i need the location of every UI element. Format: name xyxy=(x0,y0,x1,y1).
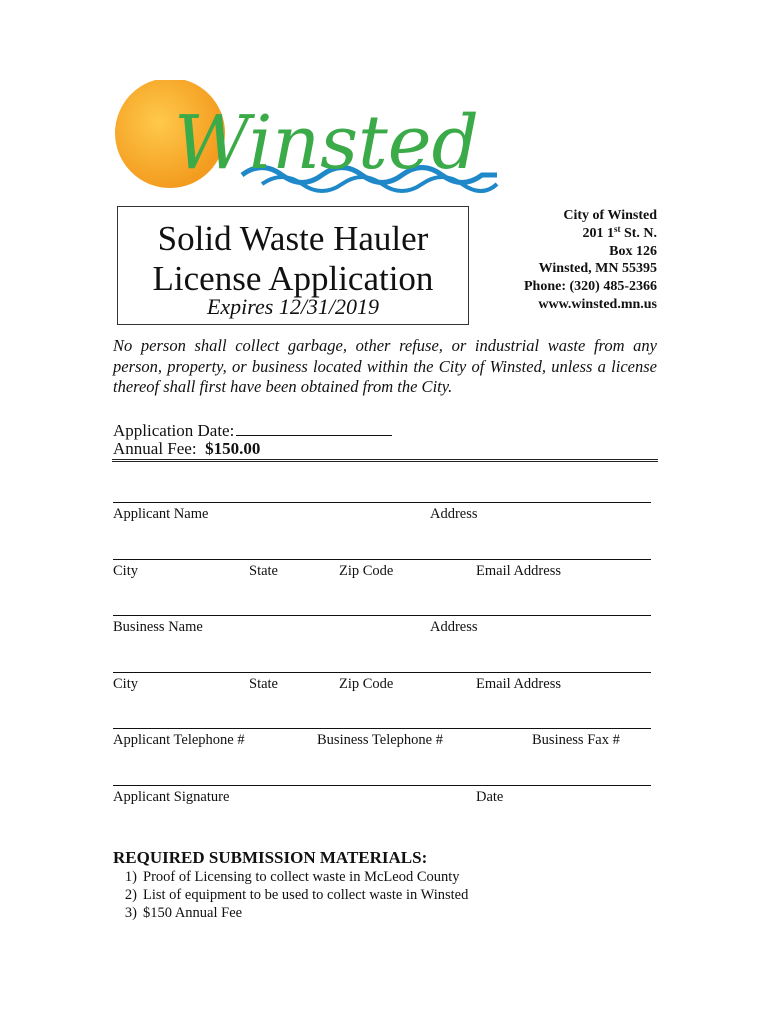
city-state-zip: Winsted, MN 55395 xyxy=(538,261,657,277)
city-name: City of Winsted xyxy=(563,208,657,223)
list-item: 2) List of equipment to be used to collect waste in Winsted xyxy=(124,886,469,903)
po-box: Box 126 xyxy=(609,243,657,259)
license-notice: No person shall collect garbage, other refuse, or industrial waste from any person, property, or business located within the City of Winsted, unless a license thereof shall first have been obtained from the City. xyxy=(113,336,657,397)
applicant-signature-label: Applicant Signature xyxy=(113,789,230,805)
telephone-line[interactable] xyxy=(113,728,651,729)
annual-fee-row xyxy=(113,439,260,459)
section-divider xyxy=(112,459,658,462)
business-name-line[interactable] xyxy=(113,615,651,616)
application-date-row xyxy=(113,419,392,441)
business-city-line[interactable] xyxy=(113,672,651,673)
signature-line[interactable] xyxy=(113,785,651,786)
street-address: 201 1st St. N. xyxy=(582,223,657,241)
applicant-name-line[interactable] xyxy=(113,502,651,503)
required-materials-list xyxy=(113,869,468,922)
business-zip-label: Zip Code xyxy=(339,676,394,692)
title-box xyxy=(117,206,469,325)
sun-and-waves-icon xyxy=(112,80,502,195)
website: www.winsted.mn.us xyxy=(538,296,657,312)
applicant-state-label: State xyxy=(249,563,278,579)
expiration-date: Expires 12/31/2019 xyxy=(206,294,380,319)
signature-date-label: Date xyxy=(476,789,504,805)
applicant-zip-label: Zip Code xyxy=(339,563,394,579)
required-materials-heading: REQUIRED SUBMISSION MATERIALS: xyxy=(113,848,428,867)
application-date-label: Application Date: xyxy=(113,421,235,440)
applicant-address-label: Address xyxy=(430,506,478,522)
business-state-label: State xyxy=(249,676,278,692)
business-name-label: Business Name xyxy=(113,619,203,635)
annual-fee-label: Annual Fee: xyxy=(113,439,197,458)
city-address-block xyxy=(437,207,657,314)
annual-fee-value: $150.00 xyxy=(205,439,261,458)
applicant-name-label: Applicant Name xyxy=(113,506,209,522)
business-address-label: Address xyxy=(430,619,478,635)
phone-number: Phone: (320) 485-2366 xyxy=(524,279,657,295)
business-email-label: Email Address xyxy=(476,676,561,692)
title-line-2: License Application xyxy=(152,259,434,298)
logo-text: Winsted xyxy=(174,100,479,186)
business-fax-label: Business Fax # xyxy=(532,732,620,748)
title-line-1: Solid Waste Hauler xyxy=(157,219,429,258)
application-date-field[interactable] xyxy=(236,419,392,436)
applicant-city-label: City xyxy=(113,563,138,579)
business-city-label: City xyxy=(113,676,138,692)
list-item: 3) $150 Annual Fee xyxy=(124,904,243,921)
applicant-city-line[interactable] xyxy=(113,559,651,560)
business-telephone-label: Business Telephone # xyxy=(317,732,443,748)
list-item: 1) Proof of Licensing to collect waste in McLeod County xyxy=(124,869,460,885)
applicant-email-label: Email Address xyxy=(476,563,561,579)
applicant-telephone-label: Applicant Telephone # xyxy=(113,732,245,748)
winsted-logo xyxy=(112,80,502,195)
